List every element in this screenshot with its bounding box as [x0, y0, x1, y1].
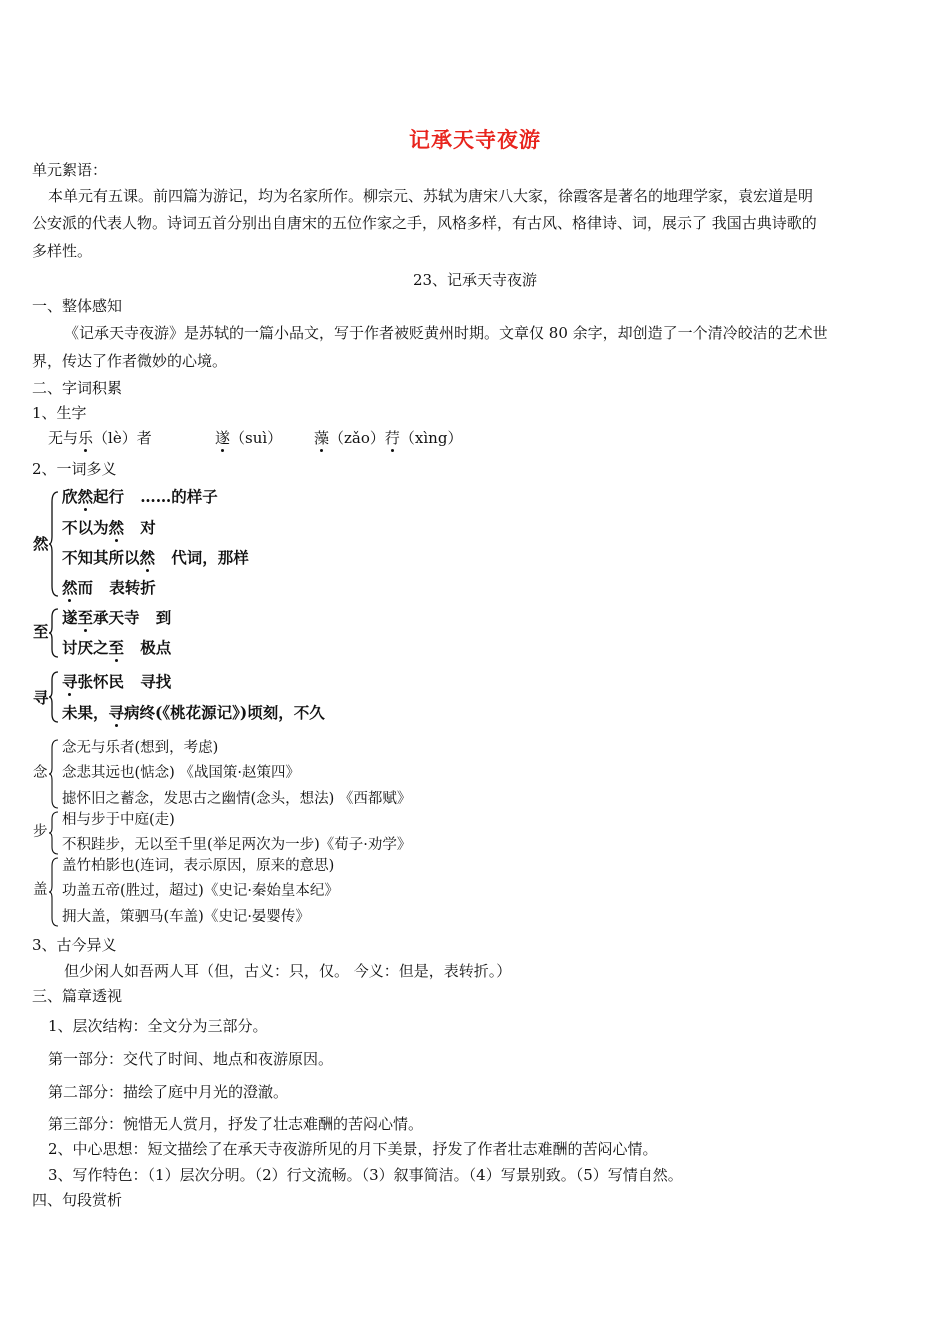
section-3-heading: 三、篇章透视 — [32, 987, 123, 1005]
polysemy-xun-item-2: 未果，寻病终(《桃花源记》)顷刻，不久 — [62, 703, 325, 722]
brace-gai — [48, 856, 60, 928]
polysemy-gai-item-1: 盖竹柏影也(连词，表示原因，原来的意思) — [62, 858, 335, 874]
intro-line-2: 公安派的代表人物。诗词五首分别出自唐宋的五位作家之手，风格多样，有古风、格律诗、词，展示了 我国古典诗歌的 — [32, 214, 817, 232]
structure-part-2: 第二部分：描绘了庭中月光的澄澈。 — [48, 1083, 289, 1101]
section-2-heading: 二、字词积累 — [32, 379, 123, 397]
polysemy-char-xun: 寻 — [33, 688, 49, 707]
subheading-new-characters: 1、生字 — [32, 404, 87, 422]
subheading-polysemy: 2、一词多义 — [32, 460, 117, 478]
polysemy-ran-item-2: 不以为然 对 — [62, 518, 156, 537]
polysemy-char-zhi: 至 — [33, 622, 49, 641]
structure-part-1: 第一部分：交代了时间、地点和夜游原因。 — [48, 1050, 334, 1068]
page-title: 记承天寺夜游 — [409, 127, 541, 152]
ancient-modern-text: 但少闲人如吾两人耳（但，古义：只，仅。 今义：但是，表转折。） — [64, 962, 512, 980]
polysemy-ran-item-1: 欣然起行 ……的样子 — [62, 487, 218, 506]
polysemy-char-nian: 念 — [33, 765, 48, 781]
polysemy-zhi-item-2: 讨厌之至 极点 — [62, 638, 172, 657]
char-entry-sui: 遂（suì） — [215, 429, 283, 447]
brace-nian — [48, 738, 60, 810]
section-1-line-2: 界，传达了作者微妙的心境。 — [32, 352, 228, 370]
intro-line-1: 本单元有五课。前四篇为游记，均为名家所作。柳宗元、苏轼为唐宋八大家，徐霞客是著名的地理学家，袁宏道是明 — [48, 187, 814, 205]
char-entry-le: 无与乐（lè）者 — [48, 429, 152, 447]
lesson-title: 23、记承天寺夜游 — [412, 271, 538, 289]
intro-label: 单元絮语： — [32, 161, 108, 179]
section-1-heading: 一、整体感知 — [32, 297, 123, 315]
polysemy-char-bu: 步 — [33, 824, 48, 840]
writing-features: 3、写作特色：（1）层次分明。（2）行文流畅。（3）叙事简洁。（4）写景别致。（5）写情自然。 — [48, 1166, 683, 1184]
polysemy-ran-item-4: 然而 表转折 — [62, 578, 156, 597]
polysemy-bu-item-2: 不积跬步，无以至千里(举足两次为一步)《荀子·劝学》 — [62, 837, 412, 853]
polysemy-nian-item-3: 摅怀旧之蓄念，发思古之幽情(念头，想法) 《西都赋》 — [62, 791, 412, 807]
structure-part-3: 第三部分：惋惜无人赏月，抒发了壮志难酬的苦闷心情。 — [48, 1115, 424, 1133]
intro-line-3: 多样性。 — [32, 242, 93, 260]
polysemy-zhi-item-1: 遂至承天寺 到 — [62, 608, 172, 627]
brace-bu — [48, 810, 60, 856]
brace-zhi — [48, 607, 60, 659]
polysemy-bu-item-1: 相与步于中庭(走) — [62, 812, 175, 828]
brace-ran — [48, 490, 60, 598]
char-entry-zao-xing: 藻（zǎo）荇（xìng） — [314, 429, 463, 447]
central-idea: 2、中心思想：短文描绘了在承天寺夜游所见的月下美景，抒发了作者壮志难酬的苦闷心情。 — [48, 1140, 658, 1158]
polysemy-nian-item-1: 念无与乐者(想到，考虑) — [62, 740, 219, 756]
section-4-heading: 四、句段赏析 — [32, 1191, 123, 1209]
brace-xun — [48, 670, 60, 724]
polysemy-gai-item-3: 拥大盖，策驷马(车盖)《史记·晏婴传》 — [62, 909, 310, 925]
polysemy-gai-item-2: 功盖五帝(胜过，超过)《史记·秦始皇本纪》 — [62, 883, 339, 899]
polysemy-xun-item-1: 寻张怀民 寻找 — [62, 672, 172, 691]
polysemy-char-gai: 盖 — [33, 882, 48, 898]
structure-heading: 1、层次结构：全文分为三部分。 — [48, 1017, 268, 1035]
section-1-line-1: 《记承天寺夜游》是苏轼的一篇小品文，写于作者被贬黄州时期。文章仅 80 余字，却创造了一个清冷皎洁的艺术世 — [64, 324, 828, 342]
polysemy-nian-item-2: 念悲其远也(惦念) 《战国策·赵策四》 — [62, 765, 301, 781]
subheading-ancient-modern: 3、古今异义 — [32, 936, 117, 954]
polysemy-char-ran: 然 — [33, 534, 49, 553]
polysemy-ran-item-3: 不知其所以然 代词，那样 — [62, 548, 249, 567]
